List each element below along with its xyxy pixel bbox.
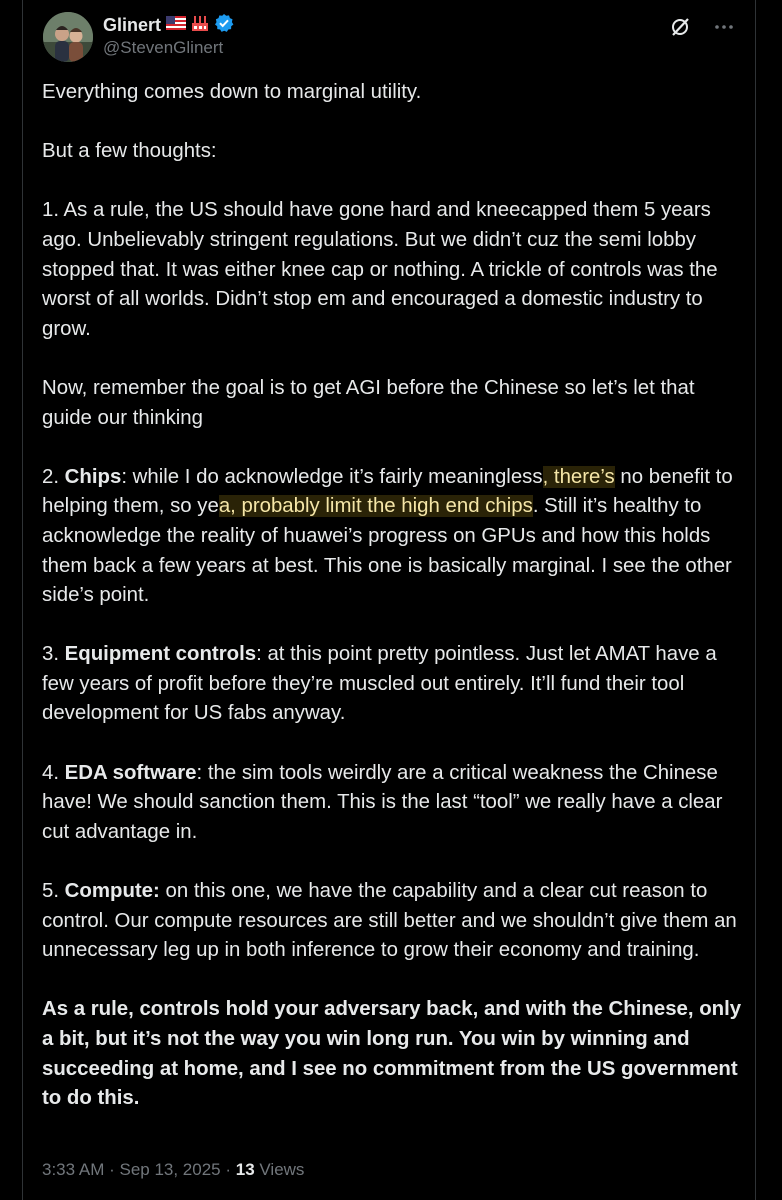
handle[interactable]: @StevenGlinert — [103, 38, 224, 57]
point-2-text-c: . Still it’s healthy to acknowledge the reality of huawei’s progress on GPUs and how this holds them back a few years at best. This one is basically marginal. I see the other side’s point. — [42, 495, 732, 607]
display-name[interactable]: Glinert — [103, 14, 162, 35]
point-5-heading: Compute: — [64, 880, 160, 903]
meta-separator: · — [104, 1160, 120, 1179]
point-3-heading: Equipment controls — [64, 643, 257, 666]
more-icon[interactable] — [713, 16, 735, 43]
point-2-text-b: no benefit to helping them, so ye — [42, 465, 733, 518]
point-2-text-a: : while I do acknowledge it’s fairly meaningless — [121, 465, 543, 488]
paragraph-point-5 — [42, 877, 742, 966]
avatar[interactable] — [43, 12, 93, 62]
point-5-number: 5. — [42, 880, 65, 903]
paragraph-point-1: 1. As a rule, the US should have gone hard and kneecapped them 5 years ago. Unbelievably stringent regulations. But we didn’t cuz the semi lobby stopped that. It was either knee cap or nothing. A trickle of controls was the worst of all worlds. Didn’t stop em and encouraged a domestic industry to grow. — [42, 199, 718, 340]
name-row — [103, 14, 234, 36]
point-3-text: : at this point pretty pointless. Just let AMAT have a few years of profit before they’re muscled out entirely. It’ll fund their tool development for US fabs anyway. — [42, 643, 717, 725]
paragraph-intro: Everything comes down to marginal utility. — [42, 81, 422, 103]
paragraph-point-3 — [42, 640, 742, 729]
paragraph-point-4 — [42, 759, 742, 848]
paragraph-agi-goal: Now, remember the goal is to get AGI before the Chinese so let’s let that guide our thinking — [42, 376, 695, 429]
paragraph-thoughts: But a few thoughts: — [42, 140, 217, 163]
post-time[interactable]: 3:33 AM — [42, 1160, 105, 1179]
point-5-text: on this one, we have the capability and a clear cut reason to control. Our compute resources are still better and we shouldn’t give them an unnecessary leg up in both inference to grow their economy and training. — [42, 880, 737, 962]
point-2-highlight-b: a, probably limit the high end chips — [218, 495, 533, 518]
post-date[interactable]: Sep 13, 2025 — [119, 1160, 221, 1179]
point-2-number: 2. — [42, 465, 65, 488]
post-meta — [42, 1160, 304, 1180]
point-3-number: 3. — [42, 643, 65, 666]
meta-separator: · — [220, 1160, 236, 1179]
conclusion-text: As a rule, controls hold your adversary back, and with the Chinese, only a bit, but it’s not the way you win long run. You win by winning and succeeding at home, and I see no commitment from the US government to do this. — [42, 998, 742, 1110]
point-2-highlight-a: , there’s — [542, 465, 615, 488]
point-4-number: 4. — [42, 761, 65, 784]
paragraph-conclusion — [42, 995, 742, 1113]
verified-badge-icon — [214, 13, 234, 38]
point-4-text: : the sim tools weirdly are a critical weakness the Chinese have! We should sanction them. This is the last “tool” we really have a clear cut advantage in. — [42, 761, 723, 843]
views-count: 13 — [235, 1160, 255, 1179]
grok-icon[interactable] — [669, 16, 691, 43]
point-2-heading: Chips — [64, 465, 122, 488]
header-actions — [669, 16, 735, 43]
us-flag-icon — [166, 16, 186, 35]
post-container — [22, 0, 756, 1200]
post-body — [42, 78, 742, 1143]
avatar-photo — [43, 12, 93, 62]
factory-icon — [191, 14, 209, 37]
paragraph-point-2 — [42, 463, 742, 611]
point-4-heading: EDA software — [64, 761, 197, 784]
post-header — [43, 12, 735, 64]
views-label: Views — [254, 1160, 305, 1179]
